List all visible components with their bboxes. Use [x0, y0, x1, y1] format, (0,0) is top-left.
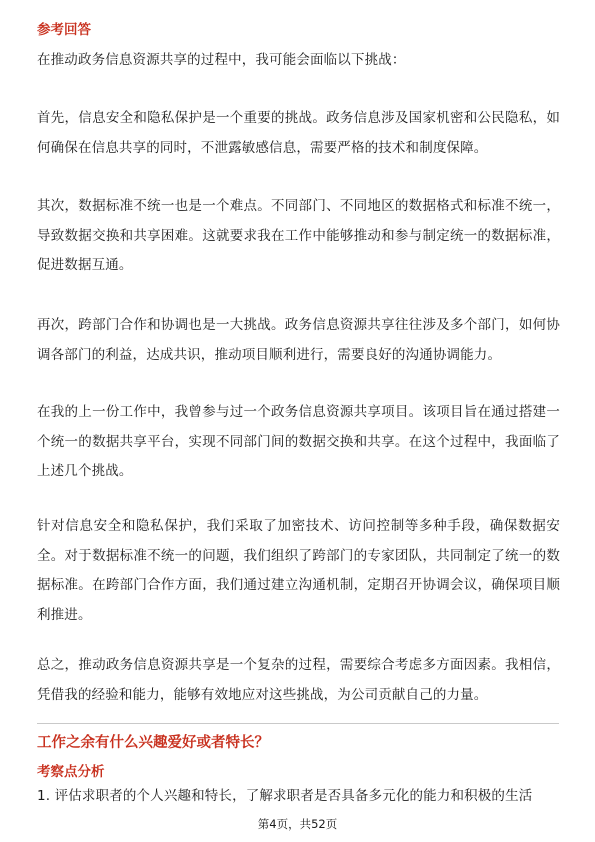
page-number: 第4页，共52页 — [257, 817, 338, 831]
question-title: 工作之余有什么兴趣爱好或者特长？ — [37, 735, 269, 751]
paragraph-4: 在我的上一份工作中，我曾参与过一个政务信息资源共享项目。该项目旨在通过搭建一个统一的数据共享平台，实现不同部门间的数据交换和共享。在这个过程中，我面临了上述几个挑战。 — [37, 404, 560, 479]
paragraph-3: 再次，跨部门合作和协调也是一大挑战。政务信息资源共享往往涉及多个部门，如何协调各部门的利益，达成共识，推动项目顺利进行，需要良好的沟通协调能力。 — [37, 317, 560, 363]
reference-answer-label: 参考回答 — [37, 22, 91, 38]
paragraph-1: 首先，信息安全和隐私保护是一个重要的挑战。政务信息涉及国家机密和公民隐私，如何确保在信息共享的同时，不泄露敏感信息，需要严格的技术和制度保障。 — [37, 110, 560, 156]
section-divider — [37, 723, 559, 724]
analysis-point-1: 1. 评估求职者的个人兴趣和特长，了解求职者是否具备多元化的能力和积极的生活 — [37, 788, 533, 804]
paragraph-6: 总之，推动政务信息资源共享是一个复杂的过程，需要综合考虑多方面因素。我相信，凭借我的经验和能力，能够有效地应对这些挑战，为公司贡献自己的力量。 — [37, 657, 560, 703]
paragraph-5: 针对信息安全和隐私保护，我们采取了加密技术、访问控制等多种手段，确保数据安全。对于数据标准不统一的问题，我们组织了跨部门的专家团队，共同制定了统一的数据标准。在跨部门合作方面，我们通过建立沟通机制，定期召开协调会议，确保项目顺利推进。 — [37, 518, 560, 623]
intro-paragraph: 在推动政务信息资源共享的过程中，我可能会面临以下挑战： — [37, 52, 406, 68]
paragraph-2: 其次，数据标准不统一也是一个难点。不同部门、不同地区的数据格式和标准不统一，导致数据交换和共享困难。这就要求我在工作中能够推动和参与制定统一的数据标准，促进数据互通。 — [37, 198, 560, 273]
analysis-label: 考察点分析 — [37, 764, 105, 780]
